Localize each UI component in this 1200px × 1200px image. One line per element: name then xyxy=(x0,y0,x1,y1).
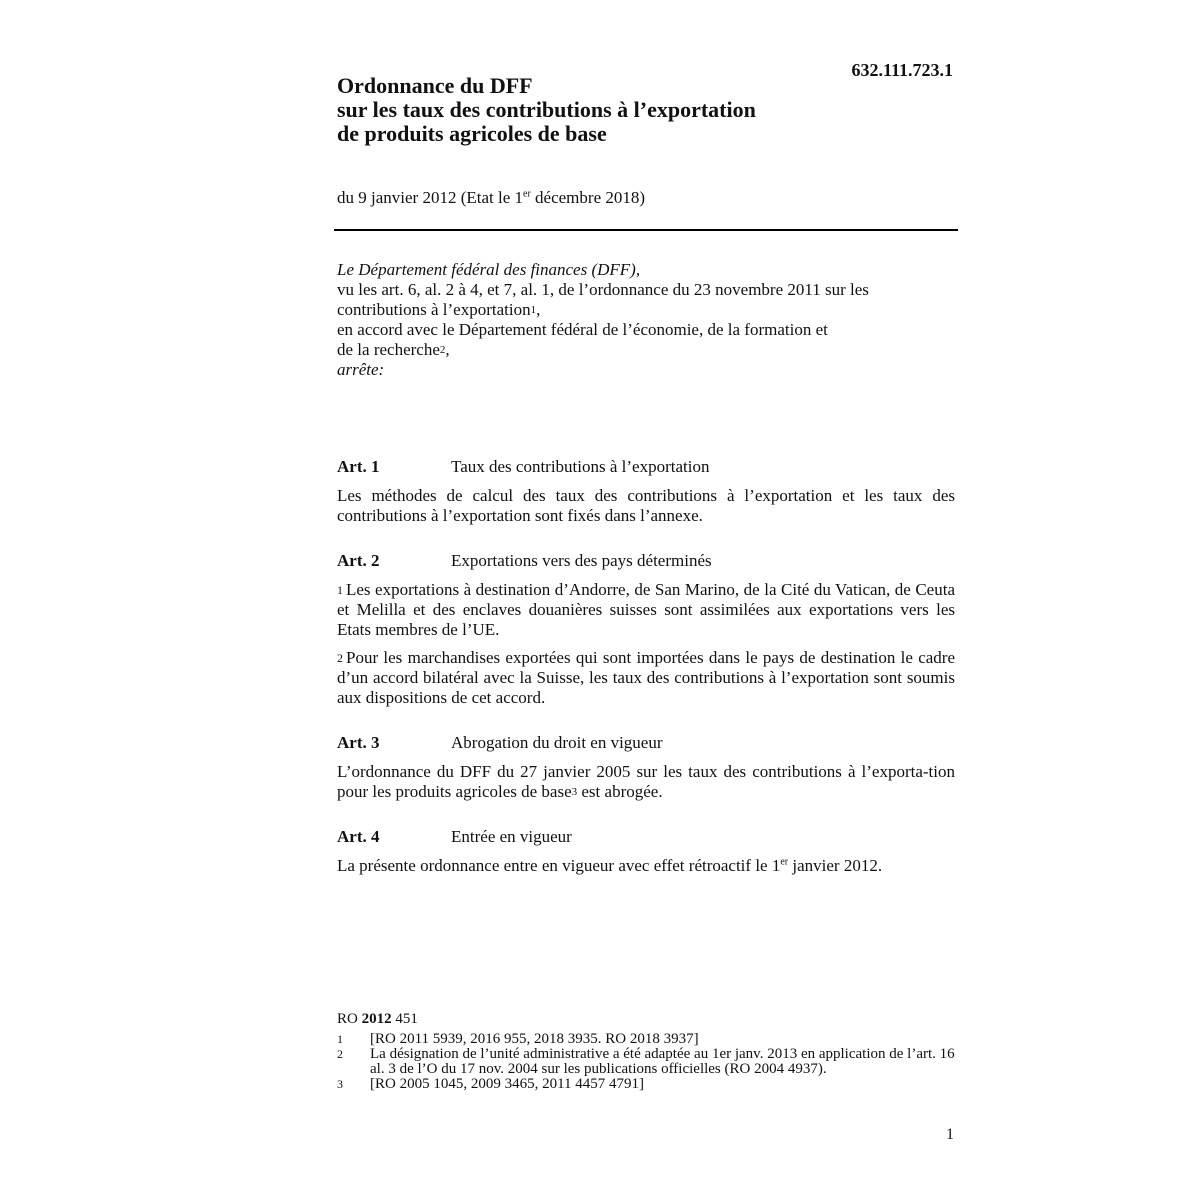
article-title: Taux des contributions à l’exportation xyxy=(451,457,710,476)
article-title: Abrogation du droit en vigueur xyxy=(451,733,663,752)
document-date: du 9 janvier 2012 (Etat le 1er décembre 2018) xyxy=(337,188,646,207)
title-line: de produits agricoles de base xyxy=(337,121,607,146)
footnote-ref[interactable]: 2 xyxy=(439,344,446,356)
title-line: Ordonnance du DFF xyxy=(337,73,533,98)
article-title: Exportations vers des pays déterminés xyxy=(451,551,712,570)
paragraph-number: 1 xyxy=(337,583,343,597)
footnote-ref[interactable]: 3 xyxy=(571,786,578,798)
article-number: Art. 1 xyxy=(337,457,380,476)
page-number: 1 xyxy=(946,1126,954,1143)
articles xyxy=(337,457,955,901)
article-number: Art. 4 xyxy=(337,827,380,846)
footnote-number: 3 xyxy=(337,1077,343,1091)
article-paragraph: $^2$ Pour les marchandises exportées qui sont importées dans le pays de destination le cadre d’un accord bilatéral avec la Suisse, les taux des contributions à l’exportation sont soumis aux dispositions de cet accord. xyxy=(337,648,955,707)
footnote-number: 1 xyxy=(337,1032,343,1046)
footnote-number: 2 xyxy=(337,1047,343,1061)
preamble-line: de la recherche$^2$, xyxy=(337,340,450,359)
preamble-line: en accord avec le Département fédéral de l’économie, de la formation et xyxy=(337,320,828,339)
article-paragraph: L’ordonnance du DFF du 27 janvier 2005 sur les taux des contributions à l’exporta-tion pour les produits agricoles de base$^3$ est abrogée. xyxy=(337,762,955,801)
preamble xyxy=(337,260,957,380)
article-paragraph: Les méthodes de calcul des taux des contributions à l’exportation et les taux des contributions à l’exportation sont fixés dans l’annexe. xyxy=(337,486,955,525)
footnote-text: [RO 2005 1045, 2009 3465, 2011 4457 4791] xyxy=(370,1076,645,1092)
ro-reference: RO 2012 451 xyxy=(337,1011,418,1027)
article-title: Entrée en vigueur xyxy=(451,827,572,846)
article-number: Art. 2 xyxy=(337,551,380,570)
footnotes xyxy=(337,1012,957,1092)
title-line: sur les taux des contributions à l’exportation xyxy=(337,97,756,122)
footnote-text: La désignation de l’unité administrative a été adaptée au 1er janv. 2013 en application de l’art. 16 al. 3 de l’O du 17 nov. 2004 sur les publications officielles (RO 2004 4937). xyxy=(370,1046,955,1077)
footnote-text: [RO 2011 5939, 2016 955, 2018 3935. RO 2018 3937] xyxy=(370,1031,699,1047)
document-title xyxy=(337,74,897,146)
sr-number: 632.111.723.1 xyxy=(851,60,953,80)
footnote xyxy=(337,1077,957,1092)
footnote-ref[interactable]: 1 xyxy=(530,304,537,316)
decree-word: arrête: xyxy=(337,360,385,379)
article-paragraph: La présente ordonnance entre en vigueur avec effet rétroactif le 1er janvier 2012. xyxy=(337,856,883,875)
preamble-line: contributions à l’exportation$^1$, xyxy=(337,300,541,319)
article-1 xyxy=(337,457,955,526)
header-divider xyxy=(334,229,958,231)
article-number: Art. 3 xyxy=(337,733,380,752)
article-2 xyxy=(337,551,955,708)
preamble-line: vu les art. 6, al. 2 à 4, et 7, al. 1, de l’ordonnance du 23 novembre 2011 sur les xyxy=(337,280,869,299)
paragraph-number: 2 xyxy=(337,651,343,665)
article-4 xyxy=(337,827,955,876)
issuing-authority: Le Département fédéral des finances (DFF), xyxy=(337,260,641,279)
footnote xyxy=(337,1032,957,1047)
article-3 xyxy=(337,733,955,802)
footnote xyxy=(337,1047,957,1077)
article-paragraph: $^1$ Les exportations à destination d’Andorre, de San Marino, de la Cité du Vatican, de Ceuta et Melilla et des enclaves douanières suisses sont assimilées aux exportations vers les Etats membres de l’UE. xyxy=(337,580,955,639)
